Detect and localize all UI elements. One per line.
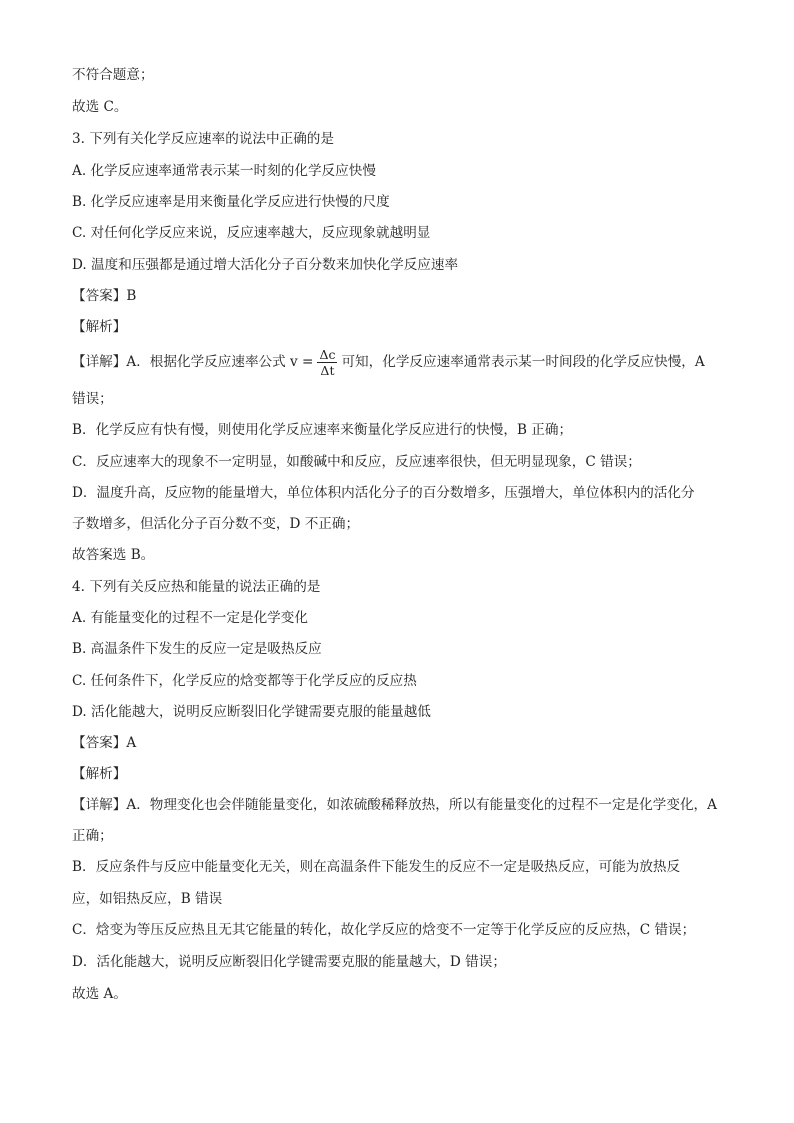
text-line: D．活化能越大，说明反应断裂旧化学键需要克服的能量越大，D 错误； bbox=[72, 954, 506, 970]
q4-option-d: D. 活化能越大，说明反应断裂旧化学键需要克服的能量越低 bbox=[72, 704, 431, 720]
q3-conclusion: 故答案选 B。 bbox=[72, 547, 155, 563]
q3-option-d: D. 温度和压强都是通过增大活化分子百分数来加快化学反应速率 bbox=[72, 257, 459, 273]
q3-detail-text-after: 可知，化学反应速率通常表示某一时间段的化学反应快慢，A bbox=[341, 354, 705, 370]
text-line: D．温度升高，反应物的能量增大，单位体积内活化分子的百分数增多，压强增大，单位体积内的活化分 bbox=[72, 485, 695, 501]
text-line: C．焓变为等压反应热且无其它能量的转化，故化学反应的焓变不一定等于化学反应的反应热，C 错误； bbox=[72, 922, 696, 938]
fraction-denominator: Δt bbox=[320, 362, 335, 378]
q4-option-c: C. 任何条件下，化学反应的焓变都等于化学反应的反应热 bbox=[72, 673, 417, 689]
text-line: 应，如铝热反应，B 错误 bbox=[72, 891, 223, 907]
q4-conclusion: 故选 A。 bbox=[72, 986, 127, 1002]
q3-analysis-heading: 【解析】 bbox=[72, 319, 127, 335]
q3-option-b: B. 化学反应速率是用来衡量化学反应进行快慢的尺度 bbox=[72, 194, 390, 210]
fraction-numerator: Δc bbox=[319, 346, 336, 362]
q3-detail-formula-line bbox=[72, 344, 744, 380]
text-line: 故选 C。 bbox=[72, 99, 128, 115]
text-line: 【详解】A．物理变化也会伴随能量变化，如浓硫酸稀释放热，所以有能量变化的过程不一定是化学变化，A bbox=[72, 797, 717, 813]
q4-answer: 【答案】A bbox=[72, 735, 137, 751]
text-line: C．反应速率大的现象不一定明显，如酸碱中和反应，反应速率很快，但无明显现象，C 错误； bbox=[72, 454, 641, 470]
text-line: B．化学反应有快有慢，则使用化学反应速率来衡量化学反应进行的快慢，B 正确； bbox=[72, 422, 573, 438]
q3-option-a: A. 化学反应速率通常表示某一时刻的化学反应快慢 bbox=[72, 163, 376, 179]
q4-option-b: B. 高温条件下发生的反应一定是吸热反应 bbox=[72, 641, 322, 657]
text-line: B．反应条件与反应中能量变化无关，则在高温条件下能发生的反应不一定是吸热反应，可能为放热反 bbox=[72, 859, 681, 875]
q4-analysis-heading: 【解析】 bbox=[72, 766, 127, 782]
text-line: 正确； bbox=[72, 828, 113, 844]
q3-option-c: C. 对任何化学反应来说，反应速率越大，反应现象就越明显 bbox=[72, 225, 431, 241]
question-3-stem: 3. 下列有关化学反应速率的说法中正确的是 bbox=[72, 131, 334, 147]
q4-option-a: A. 有能量变化的过程不一定是化学变化 bbox=[72, 610, 308, 626]
q3-detail-text-before: 【详解】A．根据化学反应速率公式 v = bbox=[72, 354, 314, 370]
text-line: 子数增多，但活化分子百分数不变，D 不正确； bbox=[72, 516, 360, 532]
rate-formula-fraction bbox=[317, 348, 337, 377]
text-line: 错误； bbox=[72, 391, 113, 407]
q3-answer: 【答案】B bbox=[72, 288, 137, 304]
question-4-stem: 4. 下列有关反应热和能量的说法正确的是 bbox=[72, 579, 321, 595]
text-line: 不符合题意； bbox=[72, 67, 154, 83]
